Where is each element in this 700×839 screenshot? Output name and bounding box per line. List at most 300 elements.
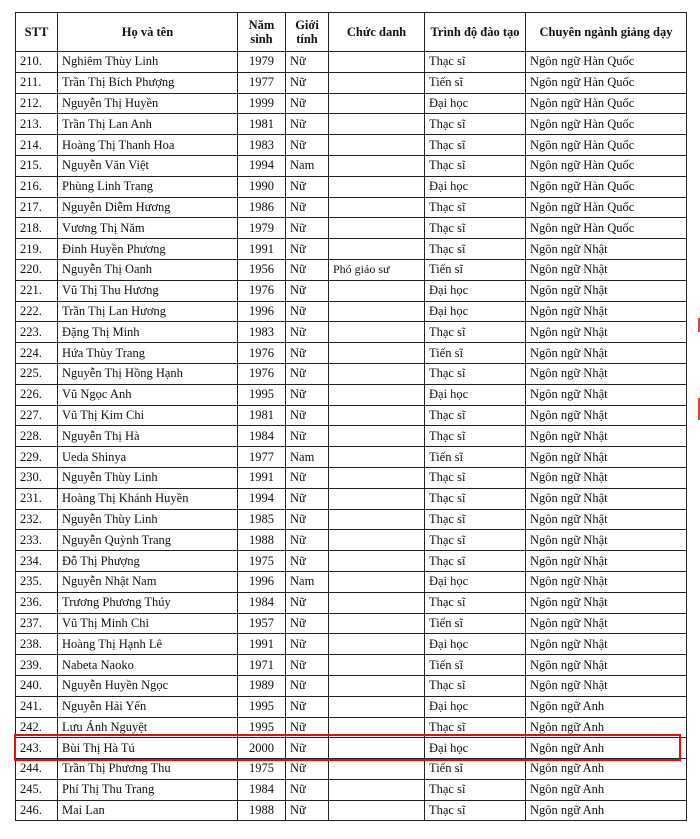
cell-degree: Đại học [425, 280, 526, 301]
cell-degree: Thạc sĩ [425, 239, 526, 260]
cell-degree: Đại học [425, 571, 526, 592]
cell-degree: Thạc sĩ [425, 426, 526, 447]
header-row [16, 13, 687, 52]
cell-gender: Nữ [286, 176, 329, 197]
cell-major: Ngôn ngữ Anh [526, 779, 687, 800]
cell-birth-year: 1984 [238, 779, 286, 800]
cell-major: Ngôn ngữ Nhật [526, 571, 687, 592]
cell-birth-year: 1983 [238, 322, 286, 343]
cell-birth-year: 1981 [238, 405, 286, 426]
cell-gender: Nữ [286, 405, 329, 426]
table-row [16, 655, 687, 676]
cell-title [329, 779, 425, 800]
cell-stt: 227. [16, 405, 58, 426]
header-stt: STT [16, 13, 58, 52]
cell-gender: Nữ [286, 72, 329, 93]
cell-degree: Đại học [425, 93, 526, 114]
cell-name: Nguyễn Thị Hà [58, 426, 238, 447]
cell-degree: Thạc sĩ [425, 405, 526, 426]
table-row [16, 197, 687, 218]
cell-name: Bùi Thị Hà Tú [58, 738, 238, 759]
cell-name: Nabeta Naoko [58, 655, 238, 676]
cell-birth-year: 1975 [238, 551, 286, 572]
cell-degree: Thạc sĩ [425, 52, 526, 73]
cell-name: Đinh Huyền Phương [58, 239, 238, 260]
cell-degree: Thạc sĩ [425, 218, 526, 239]
cell-gender: Nữ [286, 426, 329, 447]
cell-major: Ngôn ngữ Nhật [526, 488, 687, 509]
cell-degree: Tiến sĩ [425, 259, 526, 280]
cell-major: Ngôn ngữ Nhật [526, 384, 687, 405]
table-row [16, 363, 687, 384]
table-row [16, 551, 687, 572]
cell-stt: 244. [16, 759, 58, 780]
cell-stt: 230. [16, 467, 58, 488]
cell-gender: Nữ [286, 467, 329, 488]
header-major: Chuyên ngành giảng dạy [526, 13, 687, 52]
cell-degree: Thạc sĩ [425, 779, 526, 800]
cell-major: Ngôn ngữ Hàn Quốc [526, 72, 687, 93]
cell-title [329, 738, 425, 759]
table-row [16, 800, 687, 821]
cell-birth-year: 1991 [238, 239, 286, 260]
cell-stt: 246. [16, 800, 58, 821]
cell-degree: Thạc sĩ [425, 509, 526, 530]
cell-degree: Đại học [425, 301, 526, 322]
cell-major: Ngôn ngữ Nhật [526, 675, 687, 696]
table-row [16, 509, 687, 530]
cell-birth-year: 1996 [238, 571, 286, 592]
cell-major: Ngôn ngữ Hàn Quốc [526, 218, 687, 239]
cell-name: Hoàng Thị Thanh Hoa [58, 135, 238, 156]
cell-birth-year: 1976 [238, 280, 286, 301]
cell-gender: Nữ [286, 779, 329, 800]
cell-gender: Nữ [286, 363, 329, 384]
cell-major: Ngôn ngữ Nhật [526, 426, 687, 447]
cell-stt: 222. [16, 301, 58, 322]
cell-birth-year: 1957 [238, 613, 286, 634]
cell-birth-year: 1984 [238, 592, 286, 613]
table-row [16, 738, 687, 759]
cell-stt: 210. [16, 52, 58, 73]
cell-gender: Nữ [286, 655, 329, 676]
table-row [16, 530, 687, 551]
cell-title [329, 613, 425, 634]
table-row [16, 72, 687, 93]
cell-name: Hứa Thùy Trang [58, 343, 238, 364]
cell-stt: 236. [16, 592, 58, 613]
cell-stt: 225. [16, 363, 58, 384]
cell-gender: Nữ [286, 592, 329, 613]
cell-gender: Nữ [286, 52, 329, 73]
cell-title [329, 800, 425, 821]
cell-stt: 220. [16, 259, 58, 280]
cell-title [329, 197, 425, 218]
cell-name: Nguyễn Nhật Nam [58, 571, 238, 592]
cell-name: Vũ Ngọc Anh [58, 384, 238, 405]
table-row [16, 384, 687, 405]
cell-major: Ngôn ngữ Hàn Quốc [526, 197, 687, 218]
cell-major: Ngôn ngữ Nhật [526, 467, 687, 488]
cell-title: Phó giáo sư [329, 259, 425, 280]
cell-stt: 235. [16, 571, 58, 592]
cell-title [329, 675, 425, 696]
cell-title [329, 447, 425, 468]
table-row [16, 717, 687, 738]
cell-major: Ngôn ngữ Hàn Quốc [526, 176, 687, 197]
cell-birth-year: 1991 [238, 467, 286, 488]
cell-birth-year: 1994 [238, 155, 286, 176]
cell-degree: Đại học [425, 384, 526, 405]
cell-stt: 213. [16, 114, 58, 135]
header-gender: Giới tính [286, 13, 329, 52]
cell-stt: 218. [16, 218, 58, 239]
cell-name: Vũ Thị Thu Hương [58, 280, 238, 301]
cell-major: Ngôn ngữ Nhật [526, 343, 687, 364]
cell-stt: 242. [16, 717, 58, 738]
cell-birth-year: 1995 [238, 696, 286, 717]
cell-birth-year: 1995 [238, 384, 286, 405]
cell-title [329, 571, 425, 592]
cell-birth-year: 1976 [238, 343, 286, 364]
cell-name: Mai Lan [58, 800, 238, 821]
table-row [16, 218, 687, 239]
cell-degree: Thạc sĩ [425, 551, 526, 572]
cell-stt: 229. [16, 447, 58, 468]
table-row [16, 93, 687, 114]
cell-major: Ngôn ngữ Hàn Quốc [526, 93, 687, 114]
cell-degree: Thạc sĩ [425, 675, 526, 696]
table-row [16, 135, 687, 156]
cell-stt: 217. [16, 197, 58, 218]
cell-gender: Nam [286, 571, 329, 592]
cell-birth-year: 1995 [238, 717, 286, 738]
cell-birth-year: 1984 [238, 426, 286, 447]
cell-gender: Nữ [286, 239, 329, 260]
cell-degree: Tiến sĩ [425, 447, 526, 468]
cell-title [329, 634, 425, 655]
cell-title [329, 759, 425, 780]
cell-stt: 233. [16, 530, 58, 551]
table-row [16, 52, 687, 73]
table-row [16, 488, 687, 509]
cell-name: Nguyễn Thùy Linh [58, 467, 238, 488]
table-row [16, 155, 687, 176]
cell-gender: Nữ [286, 301, 329, 322]
cell-stt: 243. [16, 738, 58, 759]
cell-degree: Đại học [425, 738, 526, 759]
cell-degree: Đại học [425, 634, 526, 655]
cell-stt: 226. [16, 384, 58, 405]
cell-major: Ngôn ngữ Nhật [526, 613, 687, 634]
table-row [16, 301, 687, 322]
cell-gender: Nam [286, 447, 329, 468]
cell-degree: Thạc sĩ [425, 322, 526, 343]
cell-degree: Tiến sĩ [425, 759, 526, 780]
cell-gender: Nữ [286, 259, 329, 280]
cell-major: Ngôn ngữ Hàn Quốc [526, 155, 687, 176]
cell-title [329, 655, 425, 676]
cell-major: Ngôn ngữ Nhật [526, 322, 687, 343]
cell-name: Trần Thị Lan Hương [58, 301, 238, 322]
cell-birth-year: 1971 [238, 655, 286, 676]
cell-gender: Nữ [286, 218, 329, 239]
cell-title [329, 717, 425, 738]
cell-stt: 223. [16, 322, 58, 343]
cell-title [329, 551, 425, 572]
cell-major: Ngôn ngữ Nhật [526, 259, 687, 280]
cell-gender: Nữ [286, 384, 329, 405]
cell-major: Ngôn ngữ Anh [526, 800, 687, 821]
cell-birth-year: 1991 [238, 634, 286, 655]
cell-major: Ngôn ngữ Hàn Quốc [526, 114, 687, 135]
table-row [16, 239, 687, 260]
cell-birth-year: 1989 [238, 675, 286, 696]
cell-name: Hoàng Thị Hạnh Lê [58, 634, 238, 655]
cell-stt: 215. [16, 155, 58, 176]
table-row [16, 467, 687, 488]
cell-name: Trần Thị Phương Thu [58, 759, 238, 780]
table-row [16, 592, 687, 613]
table-row [16, 675, 687, 696]
table-row [16, 405, 687, 426]
cell-stt: 232. [16, 509, 58, 530]
cell-major: Ngôn ngữ Hàn Quốc [526, 135, 687, 156]
cell-stt: 216. [16, 176, 58, 197]
cell-stt: 224. [16, 343, 58, 364]
cell-birth-year: 1977 [238, 447, 286, 468]
cell-gender: Nữ [286, 135, 329, 156]
staff-table [15, 12, 687, 821]
cell-gender: Nam [286, 155, 329, 176]
cell-name: Phùng Linh Trang [58, 176, 238, 197]
cell-title [329, 405, 425, 426]
header-title: Chức danh [329, 13, 425, 52]
cell-birth-year: 1996 [238, 301, 286, 322]
cell-degree: Thạc sĩ [425, 800, 526, 821]
cell-gender: Nữ [286, 114, 329, 135]
cell-title [329, 72, 425, 93]
cell-degree: Đại học [425, 696, 526, 717]
cell-stt: 231. [16, 488, 58, 509]
cell-title [329, 530, 425, 551]
table-row [16, 634, 687, 655]
cell-stt: 219. [16, 239, 58, 260]
cell-gender: Nữ [286, 800, 329, 821]
cell-stt: 239. [16, 655, 58, 676]
cell-title [329, 135, 425, 156]
table-row [16, 759, 687, 780]
table-row [16, 426, 687, 447]
cell-gender: Nữ [286, 634, 329, 655]
cell-birth-year: 1990 [238, 176, 286, 197]
cell-title [329, 52, 425, 73]
cell-major: Ngôn ngữ Nhật [526, 509, 687, 530]
cell-title [329, 218, 425, 239]
cell-title [329, 488, 425, 509]
cell-birth-year: 1979 [238, 52, 286, 73]
cell-name: Vũ Thị Kim Chi [58, 405, 238, 426]
table-row [16, 322, 687, 343]
cell-stt: 212. [16, 93, 58, 114]
cell-stt: 238. [16, 634, 58, 655]
cell-name: Trần Thị Bích Phượng [58, 72, 238, 93]
cell-gender: Nữ [286, 551, 329, 572]
cell-name: Lưu Ánh Nguyệt [58, 717, 238, 738]
cell-title [329, 592, 425, 613]
cell-title [329, 363, 425, 384]
header-degree: Trình độ đào tạo [425, 13, 526, 52]
cell-title [329, 384, 425, 405]
cell-name: Nguyễn Quỳnh Trang [58, 530, 238, 551]
cell-degree: Đại học [425, 176, 526, 197]
cell-major: Ngôn ngữ Nhật [526, 405, 687, 426]
cell-degree: Thạc sĩ [425, 197, 526, 218]
cell-stt: 221. [16, 280, 58, 301]
cell-birth-year: 1985 [238, 509, 286, 530]
header-name: Họ và tên [58, 13, 238, 52]
table-row [16, 114, 687, 135]
cell-birth-year: 1976 [238, 363, 286, 384]
table-row [16, 176, 687, 197]
cell-degree: Thạc sĩ [425, 467, 526, 488]
cell-birth-year: 1975 [238, 759, 286, 780]
cell-name: Nguyễn Hải Yến [58, 696, 238, 717]
cell-birth-year: 1986 [238, 197, 286, 218]
cell-gender: Nữ [286, 343, 329, 364]
cell-gender: Nữ [286, 675, 329, 696]
cell-name: Nguyễn Thị Huyền [58, 93, 238, 114]
cell-degree: Tiến sĩ [425, 343, 526, 364]
cell-name: Nguyễn Huyền Ngọc [58, 675, 238, 696]
cell-major: Ngôn ngữ Anh [526, 696, 687, 717]
cell-title [329, 176, 425, 197]
cell-gender: Nữ [286, 717, 329, 738]
cell-gender: Nữ [286, 93, 329, 114]
cell-name: Trần Thị Lan Anh [58, 114, 238, 135]
cell-birth-year: 1979 [238, 218, 286, 239]
cell-major: Ngôn ngữ Nhật [526, 447, 687, 468]
cell-birth-year: 1999 [238, 93, 286, 114]
table-row [16, 280, 687, 301]
cell-gender: Nữ [286, 530, 329, 551]
cell-degree: Thạc sĩ [425, 488, 526, 509]
cell-major: Ngôn ngữ Anh [526, 717, 687, 738]
cell-birth-year: 1988 [238, 800, 286, 821]
cell-birth-year: 2000 [238, 738, 286, 759]
cell-birth-year: 1977 [238, 72, 286, 93]
cell-stt: 228. [16, 426, 58, 447]
cell-birth-year: 1981 [238, 114, 286, 135]
cell-degree: Thạc sĩ [425, 530, 526, 551]
cell-title [329, 322, 425, 343]
cell-degree: Thạc sĩ [425, 135, 526, 156]
cell-name: Nguyễn Thị Hồng Hạnh [58, 363, 238, 384]
cell-name: Nguyễn Thùy Linh [58, 509, 238, 530]
table-row [16, 696, 687, 717]
cell-stt: 241. [16, 696, 58, 717]
cell-title [329, 114, 425, 135]
cell-name: Đặng Thị Minh [58, 322, 238, 343]
cell-major: Ngôn ngữ Nhật [526, 634, 687, 655]
cell-stt: 245. [16, 779, 58, 800]
cell-major: Ngôn ngữ Nhật [526, 655, 687, 676]
cell-name: Ueda Shinya [58, 447, 238, 468]
cell-name: Nguyễn Diễm Hương [58, 197, 238, 218]
cell-gender: Nữ [286, 488, 329, 509]
cell-degree: Tiến sĩ [425, 613, 526, 634]
cell-birth-year: 1994 [238, 488, 286, 509]
cell-major: Ngôn ngữ Nhật [526, 239, 687, 260]
table-row [16, 779, 687, 800]
cell-gender: Nữ [286, 280, 329, 301]
cell-title [329, 426, 425, 447]
cell-major: Ngôn ngữ Nhật [526, 301, 687, 322]
cell-title [329, 301, 425, 322]
cell-title [329, 93, 425, 114]
table-row [16, 613, 687, 634]
cell-stt: 211. [16, 72, 58, 93]
cell-major: Ngôn ngữ Anh [526, 738, 687, 759]
cell-gender: Nữ [286, 509, 329, 530]
cell-gender: Nữ [286, 322, 329, 343]
cell-title [329, 239, 425, 260]
cell-birth-year: 1983 [238, 135, 286, 156]
table-row [16, 571, 687, 592]
cell-name: Nghiêm Thùy Linh [58, 52, 238, 73]
cell-stt: 234. [16, 551, 58, 572]
cell-title [329, 155, 425, 176]
table-row [16, 447, 687, 468]
cell-title [329, 509, 425, 530]
cell-title [329, 280, 425, 301]
cell-major: Ngôn ngữ Nhật [526, 280, 687, 301]
cell-name: Phí Thị Thu Trang [58, 779, 238, 800]
table-row [16, 259, 687, 280]
header-birth-year: Năm sinh [238, 13, 286, 52]
table-body [16, 52, 687, 821]
cell-degree: Thạc sĩ [425, 155, 526, 176]
cell-name: Hoàng Thị Khánh Huyền [58, 488, 238, 509]
cell-gender: Nữ [286, 759, 329, 780]
cell-gender: Nữ [286, 613, 329, 634]
cell-degree: Tiến sĩ [425, 72, 526, 93]
cell-name: Vương Thị Năm [58, 218, 238, 239]
cell-stt: 214. [16, 135, 58, 156]
cell-gender: Nữ [286, 738, 329, 759]
cell-stt: 237. [16, 613, 58, 634]
cell-degree: Thạc sĩ [425, 363, 526, 384]
cell-degree: Tiến sĩ [425, 655, 526, 676]
cell-title [329, 467, 425, 488]
cell-degree: Thạc sĩ [425, 592, 526, 613]
cell-major: Ngôn ngữ Nhật [526, 363, 687, 384]
cell-stt: 240. [16, 675, 58, 696]
cell-degree: Thạc sĩ [425, 114, 526, 135]
cell-gender: Nữ [286, 197, 329, 218]
cell-title [329, 696, 425, 717]
cell-birth-year: 1956 [238, 259, 286, 280]
cell-name: Nguyễn Văn Việt [58, 155, 238, 176]
cell-major: Ngôn ngữ Nhật [526, 551, 687, 572]
cell-degree: Thạc sĩ [425, 717, 526, 738]
cell-major: Ngôn ngữ Anh [526, 759, 687, 780]
cell-name: Nguyễn Thị Oanh [58, 259, 238, 280]
cell-name: Đỗ Thị Phượng [58, 551, 238, 572]
cell-gender: Nữ [286, 696, 329, 717]
cell-major: Ngôn ngữ Hàn Quốc [526, 52, 687, 73]
cell-major: Ngôn ngữ Nhật [526, 592, 687, 613]
